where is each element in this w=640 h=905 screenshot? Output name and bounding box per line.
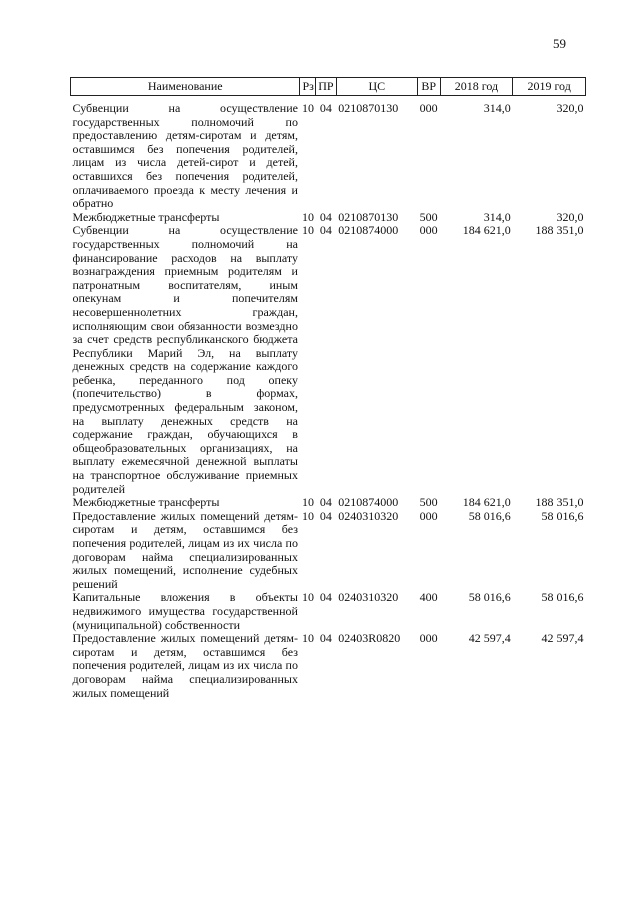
table-row <box>71 224 586 496</box>
row-name: Межбюджетные трансферты <box>72 209 220 224</box>
row-pr: 04 <box>319 631 332 646</box>
row-name: Предоставление жилых помещений детям-сиротам и детям, оставшимся без попечения родителей, лицам из их числа по договорам найма специализированных жилых помещений, исполнение судебных решений <box>72 508 298 591</box>
table-row <box>71 510 586 592</box>
header-2018: 2018 год <box>440 78 513 96</box>
row-rz: 10 <box>301 209 314 224</box>
row-cs: 0210870130 <box>338 101 399 115</box>
row-vr: 000 <box>419 101 438 115</box>
row-2018: 184 621,0 <box>462 223 511 238</box>
row-vr: 500 <box>419 209 438 224</box>
row-2018: 314,0 <box>483 209 511 224</box>
row-2018: 58 016,6 <box>468 590 511 605</box>
row-vr: 000 <box>419 508 438 523</box>
row-2019: 188 351,0 <box>535 223 584 238</box>
row-name: Межбюджетные трансферты <box>72 495 220 510</box>
row-rz: 10 <box>301 590 314 605</box>
row-pr: 04 <box>319 209 332 224</box>
row-cs: 0210874000 <box>338 495 399 510</box>
row-name: Предоставление жилых помещений детям-сиротам и детям, оставшимся без попечения родителей, лицам из их числа по договорам найма специализированных жилых помещений <box>72 631 298 700</box>
row-rz: 10 <box>301 101 314 115</box>
table-row <box>71 96 586 211</box>
row-pr: 04 <box>319 101 332 115</box>
row-vr: 500 <box>419 495 438 510</box>
row-2019: 58 016,6 <box>541 590 584 605</box>
header-name: Наименование <box>71 78 300 96</box>
row-cs: 0210874000 <box>338 223 399 238</box>
row-rz: 10 <box>301 223 314 238</box>
row-name: Субвенции на осуществление государственных полномочий на финансирование расходов на выплату вознаграждения приемным родителям и патронатным воспитателям, иным опекунам и попечителям несовершеннолетних граждан, исполняющим свои обязанности возмездно за счет средств республиканского бюджета Республики Марий Эл, на выплату денежных средств на содержание каждого ребенка, переданного под опеку (попечительство) в формах, предусмотренных федеральным законом, на выплату денежных средств на содержание граждан, обучающихся в общеобразовательных организациях, на выплату ежемесячной денежной выплаты на транспортное обслуживание приемных родителей <box>72 223 298 496</box>
table-row <box>71 591 586 632</box>
row-2019: 42 597,4 <box>541 631 584 646</box>
row-cs: 0240310320 <box>338 508 399 523</box>
row-2018: 42 597,4 <box>468 631 511 646</box>
row-cs: 0210870130 <box>338 209 399 224</box>
row-2018: 184 621,0 <box>462 495 511 510</box>
header-rz: Рз <box>300 78 316 96</box>
row-2019: 320,0 <box>556 101 584 115</box>
table-header-row <box>71 78 586 96</box>
row-2018: 314,0 <box>483 101 511 115</box>
row-vr: 400 <box>419 590 438 605</box>
page-number: 59 <box>553 36 566 51</box>
header-vr: ВР <box>417 78 440 96</box>
row-pr: 04 <box>319 223 332 238</box>
row-vr: 000 <box>419 223 438 238</box>
row-vr: 000 <box>419 631 438 646</box>
row-pr: 04 <box>319 495 332 510</box>
row-2018: 58 016,6 <box>468 508 511 523</box>
row-2019: 188 351,0 <box>535 495 584 510</box>
row-2019: 320,0 <box>556 209 584 224</box>
row-rz: 10 <box>301 631 314 646</box>
row-rz: 10 <box>301 508 314 523</box>
table-row <box>71 211 586 225</box>
header-2019: 2019 год <box>513 78 586 96</box>
table-row <box>71 496 586 510</box>
header-cs: ЦС <box>336 78 417 96</box>
budget-table <box>70 77 586 700</box>
row-cs: 0240310320 <box>338 590 399 605</box>
table-row <box>71 632 586 700</box>
header-pr: ПР <box>316 78 337 96</box>
row-name: Капитальные вложения в объекты недвижимого имущества государственной (муниципальной) собственности <box>72 590 298 632</box>
row-name: Субвенции на осуществление государственных полномочий по предоставлению детям-сиротам и детям, оставшимся без попечения родителей, лицам из числа детей-сирот и детей, оставшихся без попечения родителей, оплачиваемого проезда к месту лечения и обратно <box>72 101 298 211</box>
row-pr: 04 <box>319 590 332 605</box>
row-cs: 02403R0820 <box>338 631 401 646</box>
row-2019: 58 016,6 <box>541 508 584 523</box>
row-rz: 10 <box>301 495 314 510</box>
row-pr: 04 <box>319 508 332 523</box>
